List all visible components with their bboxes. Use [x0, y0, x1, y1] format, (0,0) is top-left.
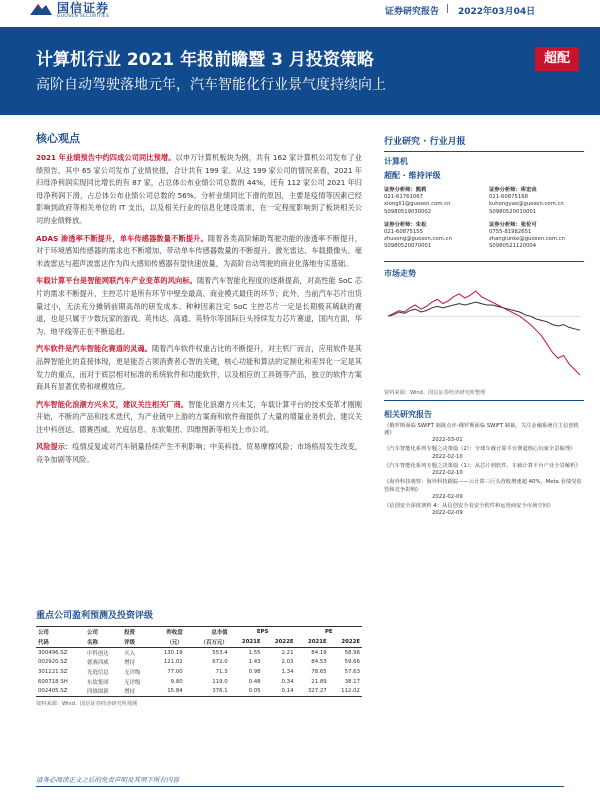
industry-rating: 超配 · 维持评级 — [384, 171, 441, 180]
table-row — [36, 658, 362, 668]
analyst-list — [384, 187, 584, 257]
table-cell: 1.34 — [281, 668, 294, 675]
table-header: 公司 — [87, 630, 98, 636]
table-cell: 84.19 — [311, 649, 327, 656]
table-cell: 无评级 — [124, 669, 141, 676]
logo-icon — [30, 2, 52, 16]
table-cell: 119.0 — [212, 678, 228, 685]
related-report[interactable] — [384, 463, 584, 476]
table-header: PE — [324, 629, 333, 635]
table-source: 资料来源：Wind、国信证券经济研究所预测 — [36, 700, 138, 707]
table-cell: 中科创达 — [87, 650, 109, 657]
report-title: 计算机行业 2021 年报前瞻暨 3 月投资策略 — [36, 50, 374, 70]
divider — [384, 400, 584, 401]
analyst-name: 证券分析师：库宏垚 — [489, 187, 537, 193]
related-report-date: 2022-03-01 — [432, 437, 463, 444]
paragraph — [36, 441, 362, 466]
analyst-license: S0980520070001 — [384, 243, 432, 250]
analyst-email: kuhongyao@guosen.com.cn — [489, 201, 564, 208]
table-row — [36, 667, 362, 677]
paragraph — [36, 275, 362, 338]
table-cell: 84.53 — [311, 659, 327, 666]
analyst-name: 证券分析师：朱松 — [384, 221, 427, 228]
analyst-name: 证券分析师：熊莉 — [384, 187, 427, 193]
table-header: 名称 — [85, 637, 122, 648]
related-report-date: 2022-02-09 — [432, 510, 463, 517]
table-cell: 2.21 — [281, 649, 294, 656]
forecast-table — [36, 626, 362, 697]
table-cell: 58.96 — [344, 649, 360, 656]
table-cell: 0.14 — [263, 686, 296, 696]
logo-text-cn: 国信证券 — [57, 1, 110, 15]
table-cell: 300496.SZ — [38, 649, 68, 656]
table-cell: 78.65 — [311, 668, 327, 675]
logo — [30, 2, 109, 20]
analyst-card — [489, 187, 584, 216]
paragraph — [36, 343, 362, 393]
table-cell: 112.02 — [329, 686, 362, 696]
table-cell: 0.48 — [248, 678, 261, 685]
table-header: 2022E — [263, 637, 296, 648]
table-cell: 376.1 — [185, 686, 230, 696]
paragraph-highlight: 2021 年业绩预告中约四成公司同比预增。 — [36, 153, 176, 162]
analyst-name: 证券分析师：张伦可 — [489, 221, 537, 228]
report-date: 2022年03月04日 — [458, 7, 536, 17]
core-view-section — [36, 130, 362, 472]
analyst-phone: 021-61761067 — [384, 194, 423, 201]
analyst-card — [489, 222, 584, 251]
table-cell: 无评级 — [124, 679, 141, 686]
paragraph — [36, 233, 362, 271]
paragraph — [36, 399, 362, 437]
table-header: 公司 — [38, 630, 49, 636]
table-cell: 553.4 — [212, 649, 228, 656]
table-cell: 德赛西威 — [87, 660, 109, 667]
market-trend-chart — [384, 285, 584, 381]
table-cell: 四维图新 — [85, 686, 122, 696]
table-header: （百万元） — [185, 637, 230, 648]
table-cell: 77.00 — [167, 668, 183, 675]
report-subtitle: 高阶自动驾驶落地元年，汽车智能化行业景气度持续向上 — [36, 77, 386, 93]
table-header: 昨收盘 — [166, 630, 183, 636]
table-cell: 2.03 — [281, 659, 294, 666]
analyst-card — [384, 187, 479, 216]
table-cell: 59.66 — [344, 659, 360, 666]
table-cell: 光庭信息 — [87, 669, 109, 676]
paragraph-highlight: 车载计算平台是智能网联汽车产业变革的风向标。 — [36, 276, 197, 286]
paragraph-highlight: 风险提示： — [36, 442, 73, 452]
analyst-phone: 021-60875155 — [384, 229, 423, 236]
table-row — [36, 677, 362, 687]
table-cell: 002405.SZ — [36, 686, 85, 696]
table-header: 2021E — [230, 637, 263, 648]
table-cell: 0.05 — [230, 686, 263, 696]
table-cell: 东软集团 — [87, 679, 109, 686]
table-cell: 121.02 — [163, 659, 183, 666]
table-cell: 38.17 — [344, 678, 360, 685]
paragraph-text: 随着汽车软件权重占比的不断提升，对主机厂而言，应用软件是其品牌智能化的直接体现，更是能否占领消费者心智的关键，核心功能和算法的定制化和差异化一定是其发力的重点，而对于底层相对标准的系统软件和功能软件，以及相应的工具链等产品，独立的软件方案商具有显著优势和规模效应。 — [36, 344, 362, 392]
chart-source: 资料来源：Wind、国信证券经济研究所整理 — [384, 389, 486, 396]
related-report[interactable] — [384, 479, 584, 500]
paragraph-text: 随着各类高阶辅助驾驶功能的渗透率不断提升，对于环境感知传感器的需求也不断增加，带动单车传感器数量的不断提升。激光雷达、车载摄像头、毫米波雷达与超声波雷达作为四大感知传感器有望快速放量，为高阶自动驾驶的商业化落地夯实基础。 — [36, 233, 362, 268]
table-cell: 21.89 — [311, 678, 327, 685]
forecast-table-title: 重点公司盈利预测及投资评级 — [36, 611, 154, 621]
paragraph — [36, 152, 362, 228]
industry-name: 计算机 — [384, 157, 408, 166]
analyst-license: S0980520010001 — [489, 208, 537, 215]
chart-series-line-0 — [388, 291, 580, 375]
paragraph-text: 智能化浪潮方兴未艾，车载计算平台的技术变革才刚刚开始，不断的产品和技术迭代，为产业链中上游的方案商和软件商提供了大量的增量业务机会，建议关注中科创达、德赛西威、光庭信息、东软集团、四维图新等相关上市公司。 — [36, 399, 362, 434]
analyst-phone: 0755-81982651 — [489, 229, 532, 236]
footer-disclaimer: 请务必阅读正文之后的免责声明及其项下所有内容 — [36, 776, 179, 784]
footer-divider — [36, 786, 564, 787]
related-report-date: 2022-02-10 — [432, 453, 463, 460]
sidebar — [384, 134, 584, 516]
table-header: 2021E — [296, 637, 329, 648]
table-cell: 0.34 — [281, 678, 294, 685]
table-row — [36, 686, 362, 696]
table-header: 代码 — [36, 637, 85, 648]
table-cell: 1.43 — [248, 659, 261, 666]
table-cell: 600718.SH — [38, 678, 68, 685]
table-cell: 0.98 — [248, 668, 261, 675]
table-cell: 672.0 — [212, 659, 228, 666]
table-cell: 71.3 — [215, 668, 228, 675]
analyst-email: zhusong@guosen.com.cn — [384, 236, 452, 243]
table-header: 2022E — [329, 637, 362, 648]
related-report[interactable] — [384, 423, 584, 444]
table-cell: 1.55 — [248, 649, 261, 656]
paragraph-highlight: ADAS 渗透率不断提升，单车传感器数量不断提升。 — [36, 233, 208, 243]
table-header: 投资 — [124, 630, 135, 636]
table-cell: 57.63 — [344, 668, 360, 675]
table-cell: 增持 — [122, 686, 151, 696]
analyst-license: S0980519030002 — [384, 208, 432, 215]
paragraph-text: 随着汽车智能化程度的逐渐提高，对高性能 SoC 芯片的需求不断提升，主控芯片是所有环节中壁垒最高、商业模式最佳的环节；此外，当前汽车芯片出货量过小，无法充分摊销前期高昂的研发成本。种种因素注定 SoC 主控芯片一定是长期极其稀缺的赛道，也是只属于少数玩家的游戏。英伟达、高通、英特尔等国际巨头持续发力芯片赛道，国内方面，华为、地平线等正在不断追赶。 — [36, 276, 362, 336]
table-header: EPS — [256, 629, 269, 635]
table-cell: 130.19 — [163, 649, 183, 656]
market-trend-title: 市场走势 — [384, 268, 416, 278]
related-report-date: 2022-02-10 — [432, 470, 463, 477]
table-header: （元） — [151, 637, 184, 648]
related-report[interactable] — [384, 446, 584, 459]
table-cell: 9.80 — [170, 678, 183, 685]
paragraph-text: 以申万计算机板块为例，共有 162 家计算机公司发布了业绩预告，其中 65 家公司发布了业绩快报，合计共有 199 家。从这 199 家公司的情况来看，2021 年归母净利润实现同比增长的有 87 家，占总体公布业绩公司总数的 44%，还有 112 家公司 2021 年归母净利润下滑，占总体公布业绩公司总数的 56%。分析业绩同比下滑的原因，主要是疫情等因素已经影响到政府等相关单位的 IT 支出，以及相关行业的信息化建设需求，在一定程度影响到了板块相关公司的业绩释放。 — [36, 153, 362, 225]
top-bar — [0, 0, 600, 28]
core-view-title: 核心观点 — [36, 132, 80, 145]
header-separator: | — [446, 4, 450, 14]
divider — [384, 151, 584, 152]
analyst-phone: 021-60875168 — [489, 194, 528, 201]
analyst-card — [384, 222, 479, 251]
table-cell: 327.27 — [296, 686, 329, 696]
analyst-email: xiongli1@guosen.com.cn — [384, 201, 451, 208]
paragraph-highlight: 汽车软件是汽车智能化赛道的灵魂。 — [36, 344, 152, 354]
divider — [384, 261, 584, 262]
paragraph-text: 疫情反复或对汽车销量持续产生不利影响；中美科技、贸易摩擦风险；市场格局发生改变，竞争加剧等风险。 — [36, 442, 362, 465]
forecast-table-section — [36, 608, 362, 707]
related-research-title: 相关研究报告 — [384, 409, 432, 419]
related-report-title[interactable]: 《海外科技观察：海外科技跟踪——云计算三巨头营收增速超 40%，Meta 业绩受监管和竞争影响》 — [384, 479, 582, 493]
document-type: 证券研究报告 — [385, 7, 440, 17]
related-report-title[interactable]: 《俄罗斯面临 SWIFT 制裁点评-俄罗斯面临 SWIFT 制裁，关注金融系统自主信创机遇》 — [384, 422, 579, 437]
table-cell: 增持 — [124, 660, 135, 667]
logo-text-en: GUOSEN SECURITIES — [57, 14, 110, 19]
analyst-license: S0980521120004 — [489, 243, 537, 250]
table-cell: 15.84 — [151, 686, 184, 696]
paragraph-highlight: 汽车智能化浪潮方兴未艾，建议关注相关厂商。 — [36, 399, 189, 409]
related-report[interactable] — [384, 503, 584, 516]
table-row — [36, 648, 362, 658]
rating-badge: 超配 — [535, 47, 579, 71]
related-report-title[interactable]: 《信创安全深度剖析 4：从信创安全看安全软件和运营商安全市场空间》 — [384, 503, 554, 510]
analyst-email: zhanglunke@guosen.com.cn — [489, 236, 566, 243]
related-report-title[interactable]: 《汽车智能化系列专题之决策篇（1）：从芯片到软件，车载计算平台产业全景解析》 — [384, 462, 581, 469]
table-header: 总市值 — [211, 630, 228, 636]
table-cell: 301221.SZ — [38, 668, 68, 675]
related-report-title[interactable]: 《汽车智能化系列专题之决策篇（2）：全球车载计算平台赛道核心玩家全景梳理》 — [384, 446, 576, 453]
report-category: 行业研究 · 行业月报 — [384, 137, 466, 147]
table-cell: 买入 — [124, 650, 135, 657]
table-header: 评级 — [122, 637, 151, 648]
table-cell: 002920.SZ — [38, 659, 68, 666]
title-banner — [0, 27, 600, 115]
related-report-date: 2022-02-09 — [432, 494, 463, 501]
